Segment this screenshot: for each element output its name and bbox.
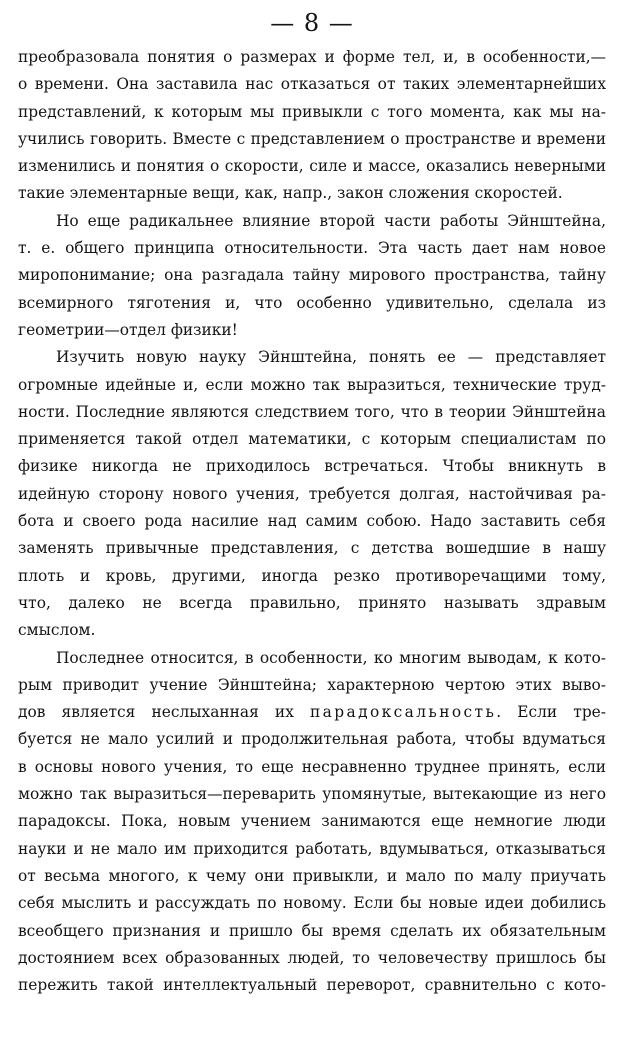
- text-line: достоянием всех образованных людей, то человечеству пришлось бы: [18, 948, 606, 967]
- text-line: представлений, к которым мы привыкли с того момента, как мы на-: [18, 102, 606, 121]
- text-line: Изучить новую науку Эйнштейна, понять ее — представляет: [56, 348, 606, 367]
- text-line: рым приводит учение Эйнштейна; характерною чертою этих выво-: [18, 675, 606, 694]
- text-line: всеобщего признания и пришло бы время сделать их обязательным: [18, 921, 606, 940]
- text-line: Последнее относится, в особенности, ко многим выводам, к кото-: [56, 648, 606, 667]
- text-line: бота и своего рода насилие над самим собою. Надо заставить себя: [18, 512, 606, 531]
- text-line: смыслом.: [18, 621, 96, 640]
- text-line: пережить такой интеллектуальный переворот, сравнительно с кото-: [18, 976, 606, 995]
- text-line: Но еще радикальнее влияние второй части работы Эйнштейна,: [56, 211, 606, 230]
- paragraph-1: [18, 44, 606, 208]
- text-line: геометрии—отдел физики!: [18, 320, 238, 339]
- text-fragment: дов является неслыханная их: [18, 703, 311, 722]
- text-line: можно так выразиться—переварить упомянутые, вытекающие из него: [18, 785, 606, 804]
- text-fragment: бу: [18, 730, 37, 749]
- text-fragment: . Если тре-: [496, 703, 606, 722]
- text-line: физике никогда не приходилось встречаться. Чтобы вникнуть в: [18, 457, 606, 476]
- text-line: такие элементарные вещи, как, напр., закон сложения скоростей.: [18, 184, 563, 203]
- text-line: ности. Последние являются следствием того, что в теории Эйнштейна: [18, 402, 606, 421]
- text-line: миропонимание; она разгадала тайну мирового пространства, тайну: [18, 266, 606, 285]
- text-line: заменять привычные представления, с детства вошедшие в нашу: [18, 539, 606, 558]
- text-line: парадоксы. Пока, новым учением занимаются еще немногие люди: [18, 812, 606, 831]
- text-fragment: ется не мало усилий и продолжительная работа, чтобы вдуматься: [36, 730, 606, 749]
- text-line: от весьма многого, к чему они привыкли, и мало по малу приучать: [18, 866, 606, 885]
- text-line: т. е. общего принципа относительности. Эта часть дает нам новое: [18, 239, 606, 258]
- emphasized-word: парадоксальность: [310, 703, 497, 722]
- text-line: огромные идейные и, если можно так выразиться, технические труд-: [18, 375, 606, 394]
- text-line: себя мыслить и рассуждать по новому. Если бы новые идеи добились: [18, 894, 606, 913]
- text-line: в основы нового учения, то еще несравненно труднее принять, если: [18, 757, 606, 776]
- text-line: применяется такой отдел математики, с которым специалистам по: [18, 430, 606, 449]
- paragraph-2: [18, 208, 606, 344]
- paragraph-3: [18, 344, 606, 644]
- text-line-with-emphasis: [18, 699, 606, 726]
- paragraph-4: [18, 645, 606, 1000]
- text-line: учились говорить. Вместе с представлением о пространстве и времени: [18, 129, 606, 148]
- text-line: что, далеко не всегда правильно, принято называть здравым: [18, 593, 606, 612]
- text-line: плоть и кровь, другими, иногда резко противоречащими тому,: [18, 566, 606, 585]
- text-line: науки и не мало им приходится работать, вдумываться, отказываться: [18, 839, 606, 858]
- text-line: преобразовала понятия о размерах и форме тел, и, в особенности,—: [18, 48, 606, 66]
- text-line: о времени. Она заставила нас отказаться от таких элементарнейших: [18, 75, 606, 94]
- body-text: [18, 44, 606, 999]
- page-number: — 8 —: [270, 9, 354, 37]
- text-line: изменились и понятия о скорости, силе и массе, оказались неверными: [18, 157, 606, 176]
- text-line: идейную сторону нового учения, требуется долгая, настойчивая ра-: [18, 484, 606, 503]
- text-line: [18, 726, 606, 753]
- text-line: всемирного тяготения и, что особенно удивительно, сделала из: [18, 293, 606, 312]
